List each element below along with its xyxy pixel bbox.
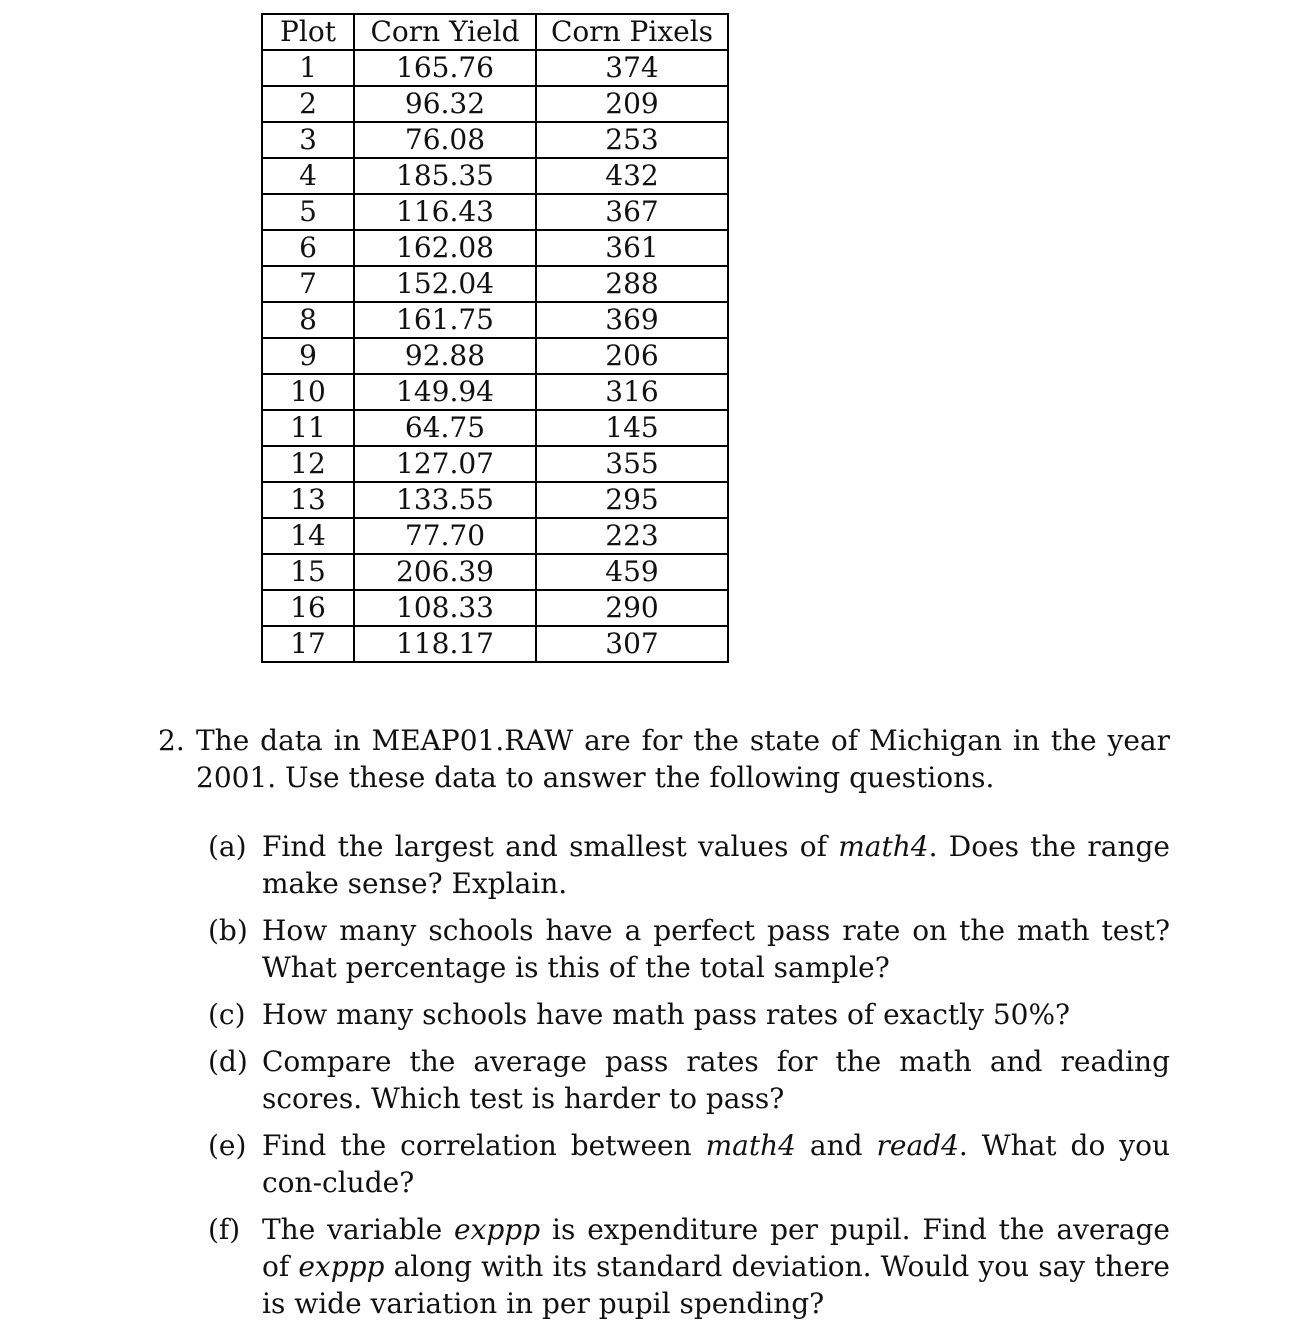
cell-corn-yield: 133.55 [354,482,536,518]
table-row [262,50,728,86]
cell-corn-yield: 206.39 [354,554,536,590]
cell-corn-yield: 118.17 [354,626,536,662]
cell-corn-yield: 149.94 [354,374,536,410]
table-row [262,374,728,410]
question-a-label: (a) [208,830,247,863]
cell-plot: 8 [262,302,354,338]
cell-corn-yield: 77.70 [354,518,536,554]
cell-plot: 10 [262,374,354,410]
cell-plot: 7 [262,266,354,302]
table-row [262,158,728,194]
problem-text: The data in MEAP01.RAW are for the state of Michigan in the year 2001. Use these data to answer the following questions. [196,724,1170,794]
variable-exppp: exppp [298,1250,385,1283]
variable-read4: read4 [876,1129,959,1162]
table-row [262,554,728,590]
table-row [262,194,728,230]
table-row [262,410,728,446]
cell-corn-pixels: 307 [536,626,728,662]
corn-data-table [261,13,729,663]
cell-plot: 12 [262,446,354,482]
table-row [262,230,728,266]
cell-corn-pixels: 206 [536,338,728,374]
question-e-label: (e) [208,1129,247,1162]
cell-plot: 3 [262,122,354,158]
cell-corn-pixels: 209 [536,86,728,122]
cell-corn-yield: 161.75 [354,302,536,338]
cell-corn-yield: 92.88 [354,338,536,374]
question-a-text-1: Find the largest and smallest values of [262,830,839,863]
table-row [262,338,728,374]
question-c-label: (c) [208,998,246,1031]
question-d-text: Compare the average pass rates for the math and reading scores. Which test is harder to pass? [262,1045,1170,1115]
question-a-text-2: . Does the range make sense? Explain. [262,830,1171,900]
table-header-row [262,14,728,50]
cell-corn-pixels: 355 [536,446,728,482]
question-a [158,828,1170,902]
header-plot: Plot [262,14,354,50]
cell-corn-pixels: 290 [536,590,728,626]
table-row [262,122,728,158]
question-e-text-2: and [795,1129,877,1162]
cell-plot: 11 [262,410,354,446]
cell-corn-yield: 152.04 [354,266,536,302]
question-d [158,1043,1170,1117]
question-c-text: How many schools have math pass rates of exactly 50%? [262,998,1071,1031]
table-body [262,50,728,662]
table-row [262,302,728,338]
table-row [262,86,728,122]
cell-corn-yield: 165.76 [354,50,536,86]
cell-corn-yield: 162.08 [354,230,536,266]
table-row [262,482,728,518]
variable-math4: math4 [838,830,929,863]
question-f-text-2: is expenditure per pupil. Find the average of [262,1213,1170,1283]
table-row [262,446,728,482]
cell-plot: 4 [262,158,354,194]
cell-plot: 16 [262,590,354,626]
question-f-text-3: along with its standard deviation. Would you say there is wide variation in per pupil spending? [262,1250,1170,1320]
header-corn-yield: Corn Yield [354,14,536,50]
cell-plot: 5 [262,194,354,230]
cell-corn-pixels: 223 [536,518,728,554]
cell-corn-pixels: 369 [536,302,728,338]
question-b-text: How many schools have a perfect pass rate on the math test? What percentage is this of the total sample? [262,914,1170,984]
question-e [158,1127,1170,1201]
cell-corn-pixels: 361 [536,230,728,266]
table-row [262,266,728,302]
cell-corn-pixels: 253 [536,122,728,158]
question-f [158,1211,1170,1322]
cell-corn-pixels: 459 [536,554,728,590]
cell-corn-yield: 64.75 [354,410,536,446]
cell-plot: 15 [262,554,354,590]
cell-corn-pixels: 316 [536,374,728,410]
cell-plot: 1 [262,50,354,86]
question-e-text-3: . What do you con-clude? [262,1129,1170,1199]
cell-corn-pixels: 295 [536,482,728,518]
cell-corn-pixels: 374 [536,50,728,86]
problem-number: 2. [158,724,185,757]
cell-plot: 9 [262,338,354,374]
cell-corn-pixels: 288 [536,266,728,302]
cell-corn-yield: 96.32 [354,86,536,122]
question-b-label: (b) [208,914,248,947]
cell-corn-pixels: 145 [536,410,728,446]
variable-exppp: exppp [454,1213,541,1246]
question-c [158,996,1170,1033]
cell-plot: 2 [262,86,354,122]
cell-corn-yield: 108.33 [354,590,536,626]
header-corn-pixels: Corn Pixels [536,14,728,50]
cell-corn-yield: 127.07 [354,446,536,482]
table-row [262,626,728,662]
cell-plot: 13 [262,482,354,518]
question-e-text-1: Find the correlation between [262,1129,706,1162]
problem-2 [158,722,1170,1322]
question-d-label: (d) [208,1045,248,1078]
cell-corn-pixels: 367 [536,194,728,230]
problem-statement [158,722,1170,796]
table-row [262,518,728,554]
cell-plot: 6 [262,230,354,266]
cell-plot: 14 [262,518,354,554]
cell-corn-yield: 185.35 [354,158,536,194]
cell-corn-yield: 76.08 [354,122,536,158]
variable-math4: math4 [705,1129,796,1162]
cell-corn-yield: 116.43 [354,194,536,230]
cell-plot: 17 [262,626,354,662]
table-row [262,590,728,626]
cell-corn-pixels: 432 [536,158,728,194]
question-f-label: (f) [208,1213,241,1246]
question-f-text-1: The variable [262,1213,455,1246]
question-b [158,912,1170,986]
